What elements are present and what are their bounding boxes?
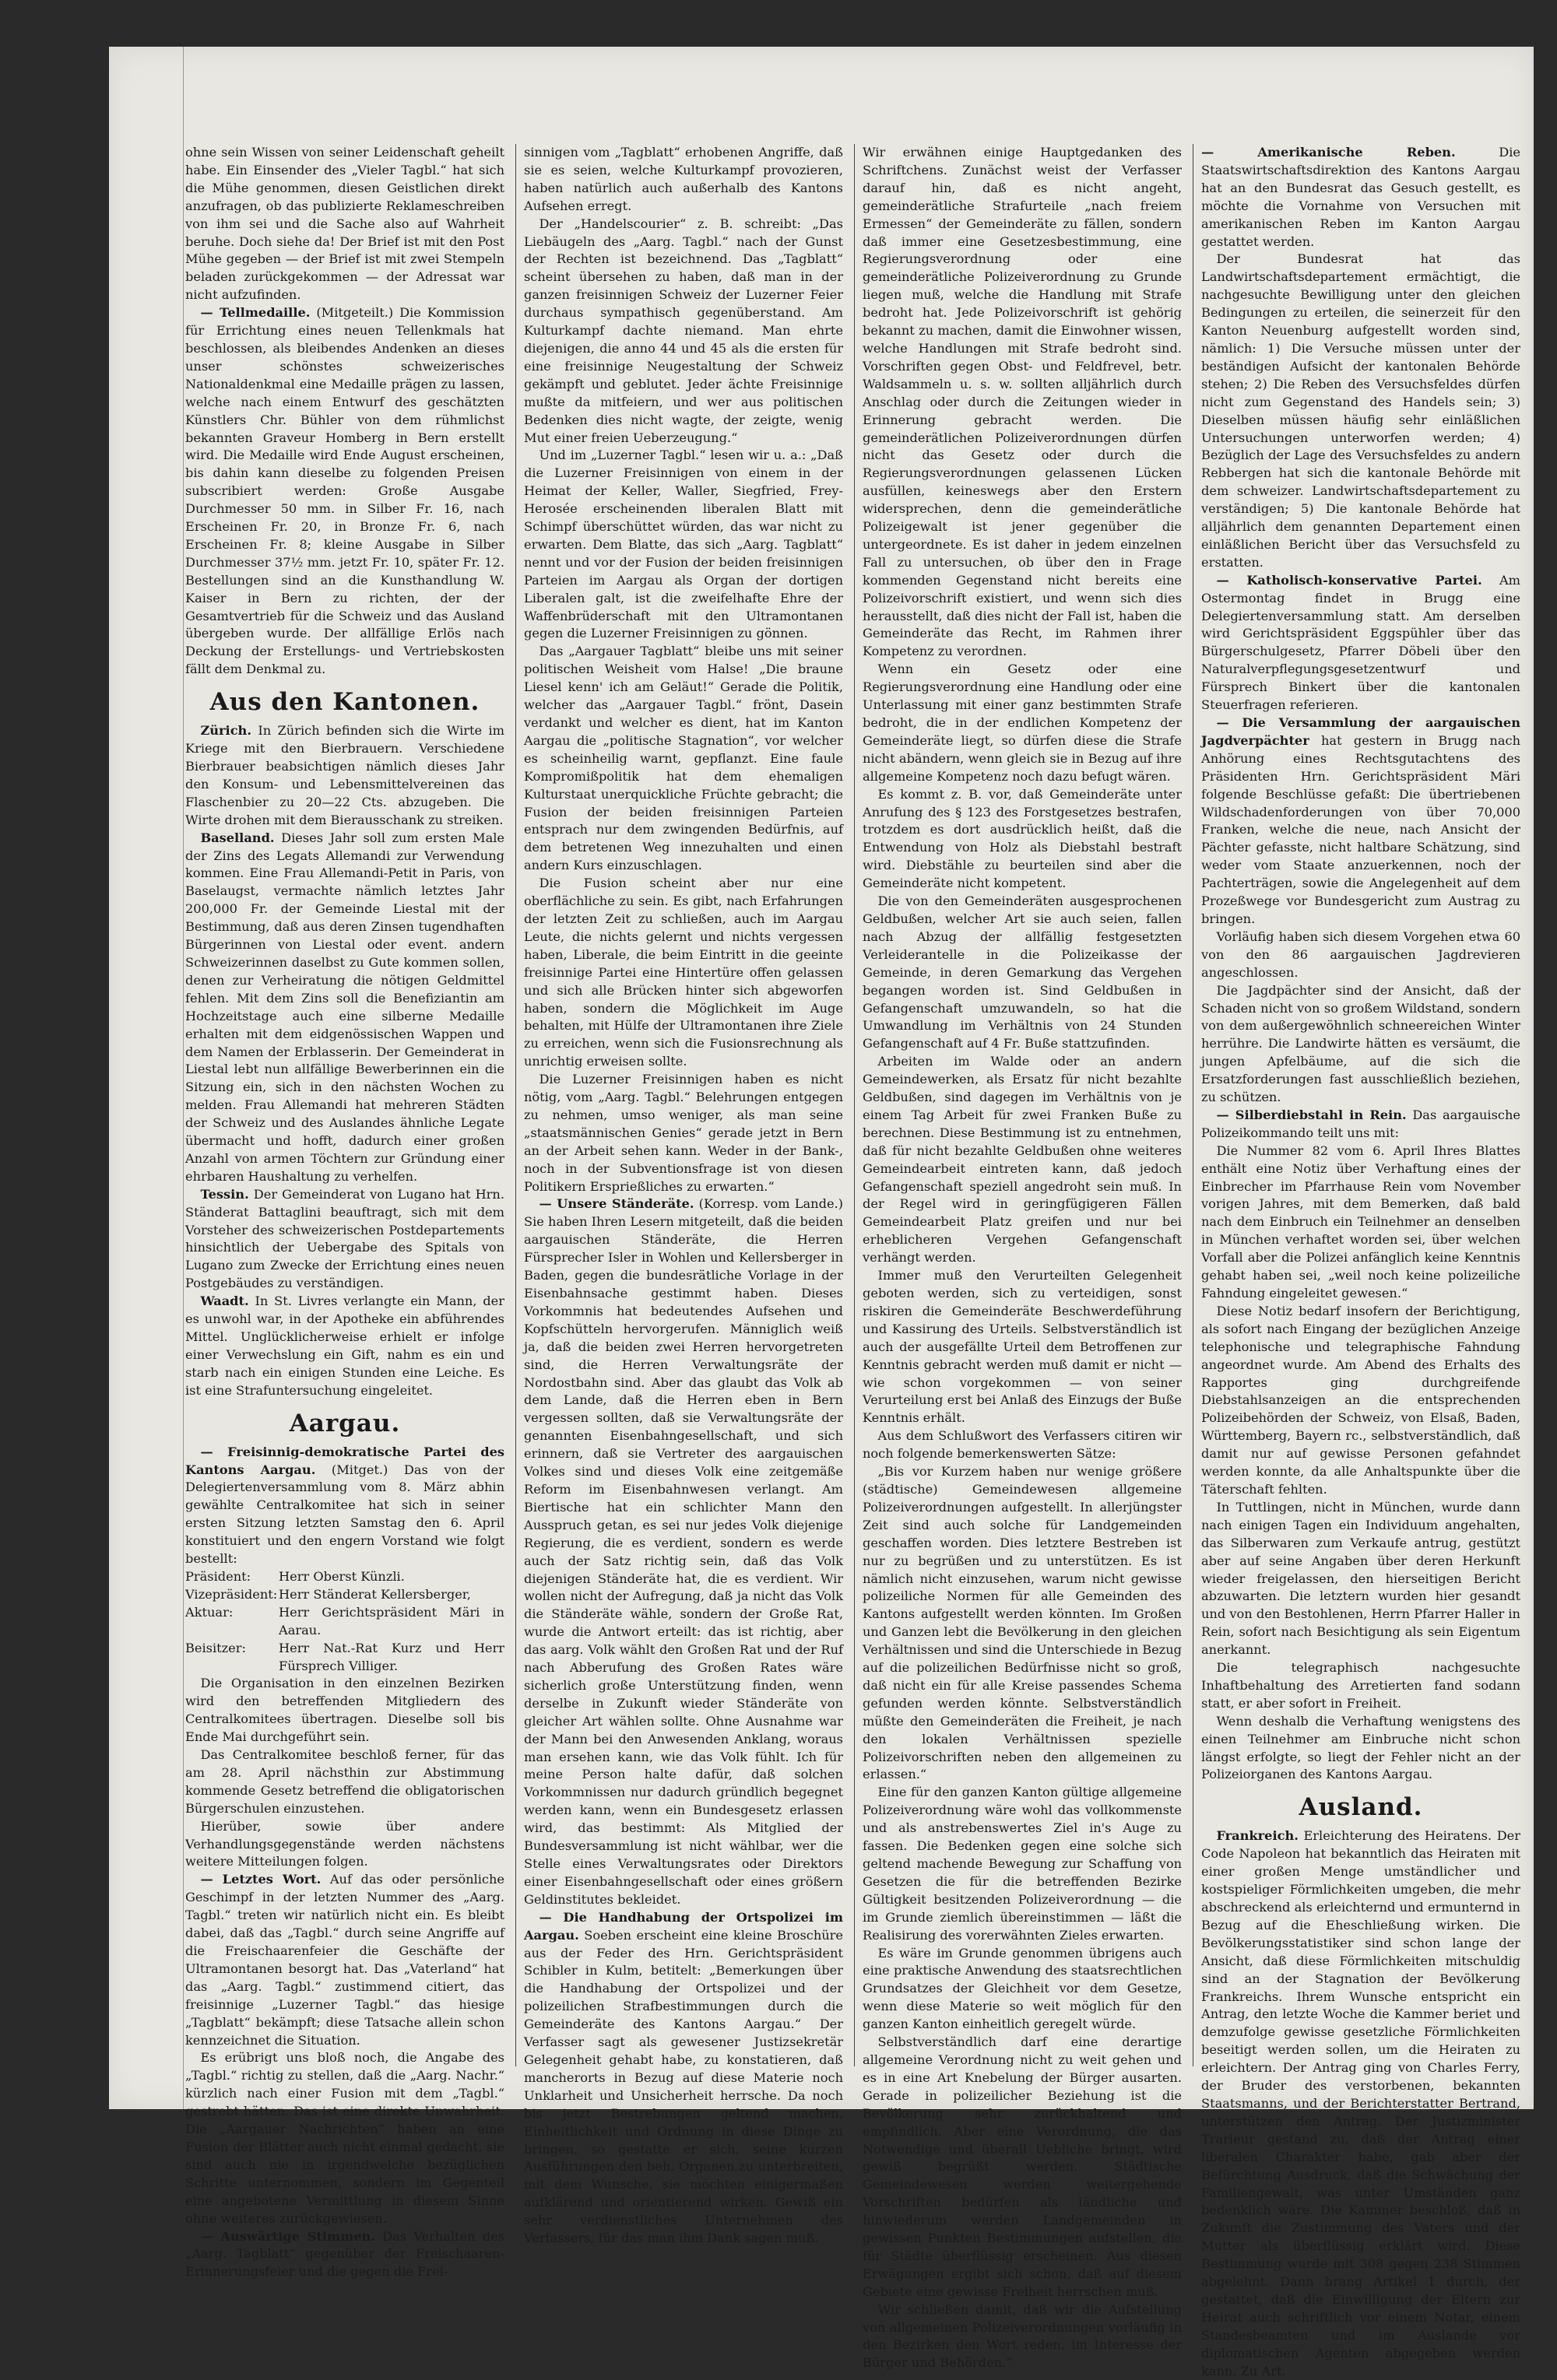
paragraph-text: Erleichterung des Heiratens. Der Code Napoleon hat bekanntlich das Heiraten mit einer großen Menge umständlicher und kostspieliger Förmlichkeiten umgeben, die mehr abschreckend als erleichternd und ermunternd in Bezug auf die Eheschließung wirken. Die Bevölkerungsstatistiker sind schon lange der Ansicht, daß diese Förmlichkeiten mitschuldig sind an der Stagnation der Bevölkerung Frankreichs. Ihrem Wunsche entspricht ein Antrag, den letzte Woche die Kammer beriet und demzufolge gewisse gesetzliche Förmlichkeiten beseitigt werden sollen, um die Heiraten zu erleichtern. Der Antrag ging von Charles Ferry, der Bruder des verstorbenen, bekannten Staatsmanns, und der Berichterstatter Bertrand, unterstützen den Antrag. Der Justizminister Trarieur gestand zu, daß der Antrag einer liberalen Charakter habe, gab aber der Befürchtung Ausdruck, daß die Schwächung der Familiengewalt, was unter Umständen ganz bedenklich wäre. Die Kammer beschloß, daß in Zukunft die Zustimmung des Vaters und der Mutter als überflüssig erklärt wird. Diese Bestimmung wurde mit 308 gegen 238 Stimmen abgelehnt. Dann brang Artikel 1 durch, der gestattet, daß die Einwilligung der Eltern zur Heirat auch schriftlich vor einem Notar, einem Standesbeamten und im Auslande vor diplomatischen Agenten abgegeben werden kann. Zu Art. [1201, 1828, 1520, 2378]
committee-row [185, 1640, 504, 1676]
article-paragraph [1201, 1303, 1520, 1499]
article-paragraph [524, 643, 843, 875]
committee-row [185, 1604, 504, 1640]
paragraph-text: „Bis vor Kurzem haben nur wenige größere (städtische) Gemeindewesen allgemeine Polizeiverordnungen aufgestellt. In allerjüngster Zeit sind auch solche für Landgemeinden geschaffen worden. Dies letztere Bestreben ist nur zu begrüßen und zu unterstützen. Es ist nämlich nicht einzusehen, warum nicht gewisse polizeiliche Normen für alle Gemeinden des Kantons aufgestellt werden könnten. Im Großen und Ganzen lebt die Bevölkerung in den gleichen Verhältnissen und sind die Unterschiede in Bezug auf die polizeilichen Bedürfnisse nicht so groß, daß nicht ein für alle Kreise passendes Schema gefunden werden könnte. Selbstverständlich müßte den Gemeinderäten die Freiheit, je nach den lokalen Verhältnissen spezielle Polizeivorschriften neben den allgemeinen zu erlassen.“ [863, 1464, 1182, 1782]
paragraph-text: Es wäre im Grunde genommen übrigens auch eine praktische Anwendung des staatsrechtlichen Grundsatzes der Gleichheit vor dem Gesetze, wenn diese Materie so weit möglich für den ganzen Kanton einheitlich geregelt würde. [863, 1945, 1182, 2032]
paragraph-text: Das aargauische Polizeikommando teilt uns mit: [1201, 1107, 1520, 1140]
article-paragraph [185, 2228, 504, 2282]
article-paragraph [524, 216, 843, 448]
paragraph-text: Wir erwähnen einige Hauptgedanken des Schriftchens. Zunächst weist der Verfasser darauf hin, daß es nicht angeht, gemeinderätliche Strafurteile „nach freiem Ermessen“ der Gemeinderäte zu fällen, sondern daß immer eine Gesetzesbestimmung, eine Regierungsverordnung oder eine gemeinderätliche Polizeiverordnung zu Grunde liegen muß, welche die Handlung mit Strafe bedroht hat. Jede Polizeivorschrift ist gehörig bekannt zu machen, damit die Einwohner wissen, welche Handlungen mit Strafe bedroht sind. Vorschriften gegen Obst- und Feldfrevel, betr. Waldsammeln u. s. w. sollten alljährlich durch Anschlag oder durch die Zeitungen wieder in Erinnerung gebracht werden. Die gemeinderätlichen Polizeiverordnungen dürfen nicht das Gesetz oder durch die Regierungsverordnungen gelassenen Lücken ausfüllen, keineswegs aber den Erstern widersprechen, denn die gemeinderätliche Polizeigewalt ist jener gegenüber die untergeordnete. Es ist daher in jedem einzelnen Fall zu untersuchen, ob über den in Frage kommenden Gegenstand nicht bereits eine Polizeivorschrift existiert, und wenn sich dies herausstellt, daß dies nicht der Fall ist, haben die Gemeinderäte das Recht, im Rahmen ihrer Kompetenz zu verordnen. [863, 145, 1182, 659]
article-paragraph [1201, 714, 1520, 928]
article-paragraph [524, 1195, 843, 1908]
paragraph-text: (Korresp. vom Lande.) Sie haben Ihren Lesern mitgeteilt, daß die beiden aargauischen Ständeräte, die Herren Fürsprecher Isler in Wohlen und Kellersberger in Baden, gegen die bundesrätliche Vorlage in der Eisenbahnsache gestimmt haben. Dieses Vorkommnis hat bedeutendes Aufsehen und Kopfschütteln hervorgerufen. Männiglich weiß ja, daß die beiden zwei Herren hervorgetreten sind, die Herren Verwaltungsräte der Nordostbahn sind. Aber das glaubt das Volk ab dem Lande, daß die Herren eben in Bern vergessen sollten, daß sie Verwaltungsräte der genannten Eisenbahngesellschaft, und sich erinnern, daß sie Vertreter des aargauischen Volkes sind und dieses Volk eine zeitgemäße Reform im Eisenbahnwesen verlangt. Am Biertische hat ein schlichter Mann den Ausspruch getan, es sei nur jedes Volk diejenige Regierung, die es verdient, sondern es werde auch der Satz richtig sein, daß das Volk diejenigen Ständeräte hat, die es verdient. Wir wollen nicht der Aufregung, daß ja nicht das Volk die Ständeräte wähle, sondern der Große Rat, wurde die Antwort erteilt: das ist richtig, aber das aarg. Volk wählt den Großen Rat und der Ruf nach Abberufung des Großen Rates wäre sicherlich große Unterstützung finden, wenn derselbe in Zukunft wieder Ständeräte von gleicher Art wählen sollte. Ohne Ausnahme war der Mann bei den Anwesenden Anklang, woraus man ersehen kann, wie das Volk fühlt. Ich für meine Person halte dafür, daß solchen Vorkommnissen nur dadurch gründlich begegnet werden kann, wenn ein Bundesgesetz erlassen wird, das bestimmt: Als Mitglied der Bundesversammlung ist nicht wählbar, wer die Stelle eines Verwaltungsrates oder Direktors einer Eisenbahngesellschaft oder eines größern Geldinstitutes bekleidet. [524, 1196, 843, 1907]
column-3 [863, 144, 1182, 2371]
paragraph-lead: — Freisinnig-demokratische Partei des Kantons Aargau. [185, 1444, 504, 1477]
paragraph-lead: — Auswärtige Stimmen. [200, 2228, 375, 2244]
article-paragraph [185, 144, 504, 304]
article-paragraph [185, 1746, 504, 1818]
paragraph-text: Die Staatswirtschaftsdirektion des Kantons Aargau hat an den Bundesrat das Gesuch gestellt, es möchte die Vornahme von Versuchen mit amerikanischen Reben im Kanton Aargau gestattet werden. [1201, 145, 1520, 249]
paragraph-text: In Tuttlingen, nicht in München, wurde dann nach einigen Tagen ein Individuum angehalten, das Silberwaren zum Verkaufe antrug, gestützt aber auf seine Angaben über deren Herkunft wieder freigelassen, den hierseitigen Bericht abzuwarten. Die letztern wurden hier gesandt und von den Bestohlenen, Herrn Pfarrer Haller in Rein, sofort nach Besichtigung als sein Eigentum anerkannt. [1201, 1499, 1520, 1658]
article-paragraph [863, 1267, 1182, 1427]
paragraph-text: Die Jagdpächter sind der Ansicht, daß der Schaden nicht von so großem Wildstand, sondern von dem außergewöhnlich schneereichen Winter herrühre. Die Landwirte hätten es versäumt, die jungen Apfelbäume, auf die sich die Ersatzforderungen fast ausschließlich beziehen, zu schützen. [1201, 982, 1520, 1105]
paragraph-text: Wenn ein Gesetz oder eine Regierungsverordnung eine Handlung oder eine Unterlassung mit einer ganz bestimmten Strafe bedroht, die in der endlichen Kompetenz der Gemeinderäte liegt, so dürfen diese die Strafe nicht abändern, wenn gleich sie in Bezug auf ihre allgemeine Kompetenz noch dazu befugt wären. [863, 662, 1182, 784]
paragraph-text: Eine für den ganzen Kanton gültige allgemeine Polizeiverordnung wäre wohl das vollkommenste und als anstrebenswertes Ziel in's Auge zu fassen. Die Bedenken gegen eine solche sich geltend machende Bewegung zur Schaffung von Gesetzen die für die betreffenden Bezirke Gültigkeit besitzenden Polizeiverordnung — die im Grunde ziemlich übereinstimmen — läßt die Realisirung des vorerwähnten Zieles erwarten. [863, 1785, 1182, 1943]
section-heading: Ausland. [1299, 1793, 1423, 1822]
section-heading: Aus den Kantonen. [209, 688, 480, 717]
paragraph-lead: — Silberdiebstahl in Rein. [1216, 1107, 1407, 1122]
committee-member: Herr Nat.-Rat Kurz und Herr Fürsprech Villiger. [279, 1640, 504, 1673]
article-paragraph [863, 786, 1182, 893]
column-1 [185, 144, 504, 2280]
paragraph-text: Es kommt z. B. vor, daß Gemeinderäte unter Anrufung des § 123 des Forstgesetzes bestrafen, trotzdem es dort ausdrücklich heißt, daß die Entwendung von Holz als Diebstahl bestraft wird. Diebstähle zu beurteilen sind aber die Gemeinderäte nicht kompetent. [863, 786, 1182, 891]
committee-member: Herr Gerichtspräsident Märi in Aarau. [279, 1604, 504, 1638]
paragraph-text: Der Gemeinderat von Lugano hat Hrn. Ständerat Battaglini beauftragt, sich mit dem Vorsteher des schweizerischen Postdepartements hinsichtlich der Uebergabe des Spitals von Lugano zum Zwecke der Errichtung eines neuen Postgebäudes zu verständigen. [185, 1186, 504, 1291]
committee-row [185, 1586, 504, 1604]
article-paragraph [863, 1784, 1182, 1944]
article-paragraph [1201, 928, 1520, 982]
paragraph-text: Wir schließen damit, daß wir die Aufstellung von allgemeinen Polizeiverordnungen vorläufig in den Bezirken den Wort reden, im Interesse der Bürger und Behörden.“ [863, 2301, 1182, 2371]
paragraph-text: Die telegraphisch nachgesuchte Inhaftbehaltung des Arretierten fand sodann statt, er aber sofort in Freiheit. [1201, 1660, 1520, 1711]
paragraph-text: Auf das oder persönliche Geschimpf in der letzten Nummer des „Aarg. Tagbl.“ treten wir natürlich nicht ein. Es bleibt dabei, daß das „Tagbl.“ durch seine Angriffe auf die Freischaarenfeier die Geschäfte der Ultramontanen besorgt hat. Das „Vaterland“ hat das „Aarg. Tagbl.“ zustimmend citiert, das freisinnige „Luzerner Tagbl.“ das hiesige „Tagblatt“ bekämpft; diese Tatsache allein schon kennzeichnet die Situation. [185, 1872, 504, 2048]
committee-row [185, 1568, 504, 1586]
paragraph-lead: — Unsere Ständeräte. [539, 1196, 694, 1212]
article-paragraph [185, 1444, 504, 1568]
paragraph-lead: Frankreich. [1216, 1828, 1299, 1844]
paragraph-text: Vorläufig haben sich diesem Vorgehen etwa 60 von den 86 aargauischen Jagdrevieren angeschlossen. [1201, 928, 1520, 980]
article-paragraph [1201, 572, 1520, 714]
paragraph-text: Immer muß den Verurteilten Gelegenheit geboten werden, sich zu verteidigen, sonst riskiren die Gemeinderäte Beschwerdeführung und Kassirung des Urteils. Selbstverständlich ist auch der ausgefällte Urteil dem Betroffenen zur Kenntnis gebracht werden muß damit er nicht — wie schon vorgekommen — von seiner Verurteilung erst bei Anlaß des Einzugs der Buße Kenntnis erhält. [863, 1268, 1182, 1426]
paragraph-lead: — Die Versammlung der aargauischen Jagdverpächter [1201, 715, 1520, 748]
paragraph-text: Diese Notiz bedarf insofern der Berichtigung, als sofort nach Eingang der bezüglichen Anzeige telephonische und telegraphische Fahndung angeordnet wurde. Am Abend des Erhalts des Rapportes ging durchgreifende Diebstahlsanzeigen an die entsprechenden Polizeibehörden der Schweiz, von Elsaß, Baden, Württemberg, Bayern rc., selbstverständlich, daß damit nur auf gewisse Personen gefahndet werden konnte, da alle Anhaltspunkte über die Täterschaft fehlten. [1201, 1303, 1520, 1497]
committee-role: Präsident: [185, 1568, 251, 1584]
paragraph-lead: Waadt. [200, 1294, 249, 1309]
committee-role: Vizepräsident: [185, 1586, 278, 1602]
paragraph-lead: — Katholisch-konservative Partei. [1216, 572, 1482, 588]
paragraph-text: Am Ostermontag findet in Brugg eine Delegiertenversammlung statt. Am derselben wird Gerichtspräsident Eggspühler über das Bürgerschulgesetz, Pfarrer Döbeli über den Naturalverpflegungsgesetzentwurf und Fürsprech Binkert über die kantonalen Steuerfragen referieren. [1201, 572, 1520, 713]
article-paragraph [863, 144, 1182, 661]
article-paragraph [1201, 982, 1520, 1107]
committee-member: Herr Oberst Künzli. [279, 1568, 405, 1584]
committee-member: Herr Ständerat Kellersberger, [279, 1586, 471, 1602]
paragraph-text: Wenn deshalb die Verhaftung wenigstens des einen Teilnehmer am Einbruche nicht schon längst erfolgte, so liegt der Fehler nicht an der Polizeiorganen des Kantons Aargau. [1201, 1713, 1520, 1782]
paragraph-lead: — Die Handhabung der Ortspolizei im Aargau. [524, 1909, 843, 1943]
article-paragraph [1201, 251, 1520, 571]
paragraph-text: Das „Aargauer Tagblatt“ bleibe uns mit seiner politischen Weisheit vom Halse! „Die braune Liesel kenn' ich am Geläut!“ Gerade die Politik, welcher das „Aargauer Tagbl.“ frönt, Dasein verdankt und welcher es dient, hat im Kanton Aargau die „politische Stagnation“, vor welcher es scheinheilig warnt, gepflanzt. Eine faule Kompromißpolitik hat dem ehemaligen Kulturstaat unerquickliche Früchte gebracht; die Fusion der beiden freisinnigen Parteien entsprach nur dem zwingenden Bedürfnis, auf dem betretenen Weg innezuhalten und einen andern Kurs einzuschlagen. [524, 644, 843, 873]
article-paragraph [185, 1186, 504, 1293]
page-edge-line [183, 47, 184, 2109]
section-heading: Aargau. [289, 1409, 401, 1437]
article-paragraph [185, 722, 504, 829]
paragraph-lead: Zürich. [200, 723, 251, 739]
article-paragraph [863, 661, 1182, 785]
paragraph-lead: Tessin. [200, 1186, 249, 1202]
article-paragraph [524, 447, 843, 643]
paragraph-lead: — Amerikanische Reben. [1201, 145, 1456, 160]
paragraph-text: Dieses Jahr soll zum ersten Male der Zins des Legats Allemandi zur Verwendung kommen. Eine Frau Allemandi-Petit in Paris, von Baselaugst, vermachte nämlich letztes Jahr 200,000 Fr. der Gemeinde Liestal mit der Bestimmung, daß aus deren Zinsen tugendhaften Bürgerinnen von Liestal oder event. andern Schweizerinnen daselbst zu Gute kommen sollen, denen zur Verheiratung die nötigen Geldmittel fehlen. Mit dem Zins soll die Benefiziantin am Hochzeitstage auch eine silberne Medaille erhalten mit dem eidgenössischen Wappen und dem Namen der Erblasserin. Der Gemeinderat in Liestal lebt nun allfällige Bewerberinnen ein die Sitzung ein, sich in den nächsten Wochen zu melden. Frau Allemandi hat mehreren Städten der Schweiz und des Auslandes ähnliche Legate übermacht und hofft, dadurch einer großen Anzahl von armen Töchtern zur Gründung einer ehrbaren Haushaltung zu verhelfen. [185, 830, 504, 1184]
article-paragraph [524, 1909, 843, 2248]
paragraph-lead: Baselland. [200, 830, 275, 845]
article-paragraph [1201, 1107, 1520, 1143]
article-paragraph [863, 1427, 1182, 1463]
paragraph-text: (Mitgeteilt.) Die Kommission für Errichtung eines neuen Tellenkmals hat beschlossen, als bleibendes Andenken an dieses unser schönstes schweizerisches Nationaldenkmal eine Medaille prägen zu lassen, welche nach einem Entwurf des geschätzten Künstlers Chr. Bühler von dem rühmlichst bekannten Graveur Homberg in Bern erstellt wird. Die Medaille wird Ende August erscheinen, bis dahin kann dieselbe zu folgenden Preisen subscribiert werden: Große Ausgabe Durchmesser 50 mm. in Silber Fr. 16, nach Erscheinen Fr. 20, in Bronze Fr. 6, nach Erscheinen Fr. 8; kleine Ausgabe in Silber Durchmesser 37½ mm. jetzt Fr. 10, später Fr. 12. Bestellungen sind an die Kunsthandlung W. Kaiser in Bern zu richten, der der Gesamtvertrieb für die Schweiz und das Ausland übergeben wurde. Der allfällige Erlös nach Deckung der Erstellungs- und Vertriebskosten fällt dem Denkmal zu. [185, 305, 504, 677]
paragraph-text: Der „Handelscourier“ z. B. schreibt: „Das Liebäugeln des „Aarg. Tagbl.“ nach der Gunst der Rechten ist bezeichnend. Das „Tagblatt“ scheint übersehen zu haben, daß man in der ganzen freisinnigen Schweiz der Luzerner Feier durchaus sympathisch gegenüberstand. Am Kulturkampf dachte niemand. Man ehrte diejenigen, die anno 44 und 45 als die ersten für eine freisinnige Neugestaltung der Schweiz gekämpft und geblutet. Jeder ächte Freisinnige mußte da mitfeiern, und wer aus politischen Bedenken dies nicht wagte, der zeigte, wenig Mut einer freien Ueberzeugung.“ [524, 216, 843, 445]
article-paragraph [863, 1053, 1182, 1267]
paragraph-text: Die Organisation in den einzelnen Bezirken wird den betreffenden Mitgliedern des Centralkomitees übertragen. Dieselbe soll bis Ende Mai durchgeführt sein. [185, 1676, 504, 1745]
article-paragraph [185, 304, 504, 679]
newspaper-page [109, 47, 1534, 2378]
paragraph-text: Die Luzerner Freisinnigen haben es nicht nötig, vom „Aarg. Tagbl.“ Belehrungen entgegen zu nehmen, umso weniger, als man seine „staatsmännischen Genies“ gerade jetzt in Bern an der Arbeit sehen kann. Weder in der Bank-, noch in der Subventionsfrage ist von diesen Politikern Ersprießliches zu erwarten.“ [524, 1072, 843, 1194]
article-paragraph [185, 1293, 504, 1399]
paragraph-text: In St. Livres verlangte ein Mann, der es unwohl war, in der Apotheke ein abführendes Mittel. Unglücklicherweise erhielt er infolge einer Verwechslung ein Gift, nahm es ein und starb nach ein einigen Stunden eine Leiche. Es ist eine Strafuntersuchung eingeleitet. [185, 1294, 504, 1398]
article-paragraph [1201, 1143, 1520, 1303]
article-paragraph [863, 2034, 1182, 2301]
paragraph-text: sinnigen vom „Tagblatt“ erhobenen Angriffe, daß sie es seien, welche Kulturkampf provozieren, haben natürlich auch außerhalb des Kantons Aufsehen erregt. [524, 145, 843, 213]
paragraph-lead: — Tellmedaille. [200, 305, 311, 321]
paragraph-text: (Mitget.) Das von der Delegiertenversammlung vom 8. März abhin gewählte Centralkomitee hat sich in seiner ersten Sitzung letzten Samstag den 6. April konstituiert und den engern Vorstand wie folgt bestellt: [185, 1462, 504, 1567]
article-paragraph [524, 144, 843, 216]
paragraph-text: Die Fusion scheint aber nur eine oberflächliche zu sein. Es gibt, nach Erfahrungen der letzten Zeit zu schließen, auch im Aargau Leute, die nichts gelernt und nichts vergessen haben, Liberale, die beim Eintritt in die geeinte freisinnige Partei eine Hintertüre offen gelassen und sich alle Brücken hinter sich abgeworfen haben, sondern die Möglichkeit im Auge behalten, mit Hülfe der Ultramontanen ihre Ziele zu erreichen, wenn sich die Fusionsrechnung als unrichtig erweisen sollte. [524, 876, 843, 1069]
paragraph-text: Die Nummer 82 vom 6. April Ihres Blattes enthält eine Notiz über Verhaftung eines der Einbrecher im Pfarrhause Rein vom November vorigen Jahres, mit dem Bemerken, daß bald nach dem Einbruch ein Teilnehmer an denselben in München verhaftet worden sei, über welchen Vorfall aber die Polizei anfänglich keine Kenntnis gehabt haben sei, „weil noch keine polizeiliche Fahndung eingeleitet gewesen.“ [1201, 1143, 1520, 1301]
paragraph-text: Und im „Luzerner Tagbl.“ lesen wir u. a.: „Daß die Luzerner Freisinnigen von einem in der Heimat der Keller, Waller, Siegfried, Frey-Herosée erscheinenden liberalen Blatt mit Schimpf überschüttet würden, das war nicht zu erwarten. Dem Blatte, das sich „Aarg. Tagblatt“ nennt und vor der Fusion der beiden freisinnigen Parteien im Aargau als Organ der dortigen Liberalen galt, ist die zweifelhafte Ehre der Waffenbrüderschaft mit den Ultramontanen gegen die Luzerner Freisinnigen zu gönnen. [524, 448, 843, 641]
column-2 [524, 144, 843, 2246]
paragraph-text: In Zürich befinden sich die Wirte im Kriege mit den Bierbrauern. Verschiedene Bierbrauer beabsichtigen nämlich dieses Jahr den Konsum- und Lebensmittelvereinen das Flaschenbier zu 20—22 Cts. abzugeben. Die Wirte drohen mit dem Bierausschank zu streiken. [185, 723, 504, 827]
article-paragraph [863, 893, 1182, 1053]
paragraph-text: Selbstverständlich darf eine derartige allgemeine Verordnung nicht zu weit gehen und es in eine Art Knebelung der Bürger ausarten. Gerade in polizeilicher Beziehung ist die Bevölkerung sehr zurückhaltend und empfindlich. Aber eine Verordnung, die das Notwendige und überall Uebliche bringt, wird gewiß begrüßt werden. Städtische Gemeindewesen werden weitergehende Vorschriften bedürfen als ländliche und hinwiederum werden Landgemeinden in gewissen Punkten Bestimmungen aufstellen, die für Städte überflüssig erscheinen. Aus diesen Erwägungen ergibt sich schon, daß auf diesem Gebiete eine gewisse Freiheit herrschen muß. [863, 2034, 1182, 2299]
paragraph-text: Soeben erscheint eine kleine Broschüre aus der Feder des Hrn. Gerichtspräsident Schibler in Kulm, betitelt: „Bemerkungen über die Handhabung der Ortspolizei und der polizeilichen Strafbestimmungen durch die Gemeinderäte des Kantons Aargau.“ Der Verfasser sagt als gewesener Justizsekretär Gelegenheit gehabt habe, zu konstatieren, daß mancherorts in Bezug auf diese Materie noch Unklarheit und Unsicherheit herrsche. Da noch bis jetzt Bestrebungen geltend machen, Einheitlichkeit und Ordnung in diese Dinge zu bringen, so gestatte er sich, seine kurzen Ausführungen den beh. Organen zu unterbreiten, mit dem Wunsche, sie möchten einigermaßen aufklärend und orientierend wirken. Gewiß ein sehr verdienstliches Unternehmen des Verfassers, für das man ihm Dank sagen muß. [524, 1927, 843, 2246]
article-paragraph [1201, 1499, 1520, 1659]
column-rule [515, 144, 516, 2066]
article-paragraph [1201, 144, 1520, 251]
column-4 [1201, 144, 1520, 2378]
paragraph-text: Das Centralkomitee beschloß ferner, für das am 28. April nächsthin zur Abstimmung kommende Gesetz betreffend die obligatorischen Bürgerschulen einzustehen. [185, 1747, 504, 1816]
paragraph-text: Es erübrigt uns bloß noch, die Angabe des „Tagbl.“ richtig zu stellen, daß die „Aarg. Nachr.“ kürzlich nach einer Fusion mit dem „Tagbl.“ gestrebt hätten. Das ist eine direkte Unwahrheit. Die „Aargauer Nachrichten“ haben an eine Fusion der Blätter auch nicht einmal gedacht, sie sind auch nie in irgendwelche bezüglichen Schritte unternommen, sondern im Gegenteil eine angebotene Vermittlung in diesem Sinne ohne weiteres zurückgewiesen. [185, 2050, 504, 2226]
paragraph-text: Das Verhalten des „Aarg. Tagblatt“ gegenüber der Freischaaren-Erinnerungsfeier und die gegen die Frei- [185, 2228, 504, 2280]
article-paragraph [185, 1871, 504, 2049]
paragraph-lead: — Letztes Wort. [200, 1872, 322, 1887]
article-paragraph [524, 875, 843, 1071]
article-paragraph [185, 830, 504, 1186]
paragraph-text: ohne sein Wissen von seiner Leidenschaft geheilt habe. Ein Einsender des „Vieler Tagbl.“ hat sich die Mühe genommen, diesen Geistlichen direkt anzufragen, ob das publizierte Reklameschreiben von ihm sei und die Sache also auf Wahrheit beruhe. Doch siehe da! Der Brief ist mit den Post Mühe gegeben — der Brief ist mit zwei Stempeln beladen zurückgekommen — der Adressat war nicht aufzufinden. [185, 145, 504, 303]
article-paragraph [1201, 1713, 1520, 1785]
article-paragraph [524, 1071, 843, 1195]
article-paragraph [1201, 1827, 1520, 2380]
paragraph-text: hat gestern in Brugg nach Anhörung eines Rechtsgutachtens des Präsidenten Hrn. Gerichtspräsident Märi folgende Beschlüsse gefaßt: Die übertriebenen Wildschadenforderungen von über 70,000 Franken, welche die neue, nach Ansicht der Pächter gefasste, nicht haltbare Schätzung, sind weder vom Staate anzuerkennen, noch der Pachterträgen, sowie die Angelegenheit auf dem Prozeßwege vor Bundesgericht zum Austrag zu bringen. [1201, 732, 1520, 926]
paragraph-text: Hierüber, sowie über andere Verhandlungsgegenstände werden nächstens weitere Mitteilungen folgen. [185, 1818, 504, 1869]
article-paragraph [1201, 1659, 1520, 1713]
paragraph-text: Arbeiten im Walde oder an andern Gemeindewerken, als Ersatz für nicht bezahlte Geldbußen, sind dagegen im Verhältnis von je einem Tag Arbeit für zwei Franken Buße zu berechnen. Diese Bestimmung ist zu entnehmen, daß für nicht bezahlte Geldbußen ohne weiteres Gemeindearbeit eintreten kann, daß jedoch Gefangenschaft speziell angedroht sein muß. In der Regel wird in geringfügigeren Fällen Gemeindearbeit Platz greifen und nur bei erheblicheren Vergehen Gefangenschaft verhängt werden. [863, 1054, 1182, 1265]
article-paragraph [185, 1818, 504, 1872]
article-paragraph [185, 2049, 504, 2227]
article-paragraph [863, 1463, 1182, 1784]
paragraph-text: Der Bundesrat hat das Landwirtschaftsdepartement ermächtigt, die nachgesuchte Bewilligung unter den gleichen Bedingungen zu erteilen, die seinerzeit für den Kanton Neuenburg aufgestellt worden sind, nämlich: 1) Die Versuche müssen unter der beständigen Aufsicht der kantonalen Behörde stehen; 2) Die Reben des Versuchsfeldes dürfen nicht zum Gegenstand des Handels sein; 3) Dieselben müssen häufig sehr einläßlichen Untersuchungen unterworfen werden; 4) Bezüglich der Lage des Versuchsfeldes zu andern Rebbergen hat sich die kantonale Behörde mit dem schweizer. Landwirtschaftsdepartement zu verständigen; 5) Die kantonale Behörde hat alljährlich dem genannten Departement einen einläßlichen Bericht über das Versuchsfeld zu erstatten. [1201, 251, 1520, 570]
paragraph-text: Die von den Gemeinderäten ausgesprochenen Geldbußen, welcher Art sie auch seien, fallen nach Abzug der allfällig festgesetzten Verleiderantelle in die Polizeikasse der Gemeinde, in deren Gemarkung das Vergehen begangen worden ist. Sind Geldbußen in Gefangenschaft umzuwandeln, so hat die Umwandlung im Verhältnis von 24 Stunden Gefangenschaft auf 4 Fr. Buße stattzufinden. [863, 893, 1182, 1051]
article-paragraph [863, 2301, 1182, 2373]
column-rule [854, 144, 855, 2066]
paragraph-text: Aus dem Schlußwort des Verfassers citiren wir noch folgende bemerkenswerten Sätze: [863, 1428, 1182, 1462]
article-paragraph [863, 1945, 1182, 2034]
committee-role: Beisitzer: [185, 1640, 246, 1655]
article-paragraph [185, 1675, 504, 1746]
committee-role: Aktuar: [185, 1604, 234, 1620]
